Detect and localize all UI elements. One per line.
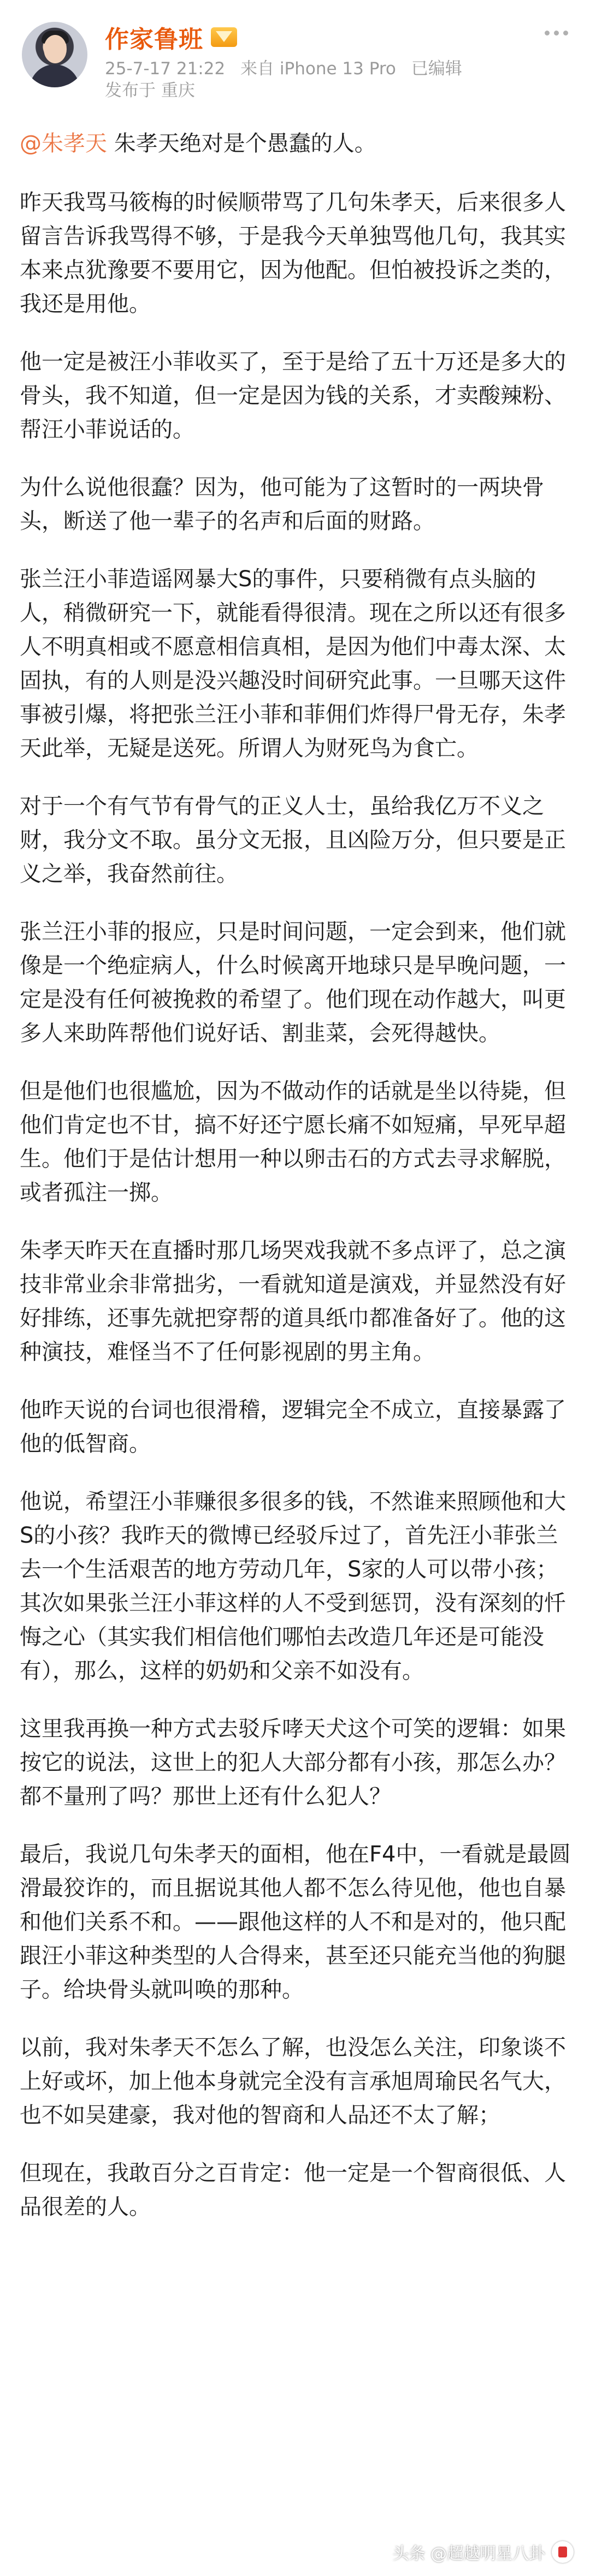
paragraph: 朱孝天昨天在直播时那几场哭戏我就不多点评了，总之演技非常业余非常拙劣，一看就知道是演戏，并显然没有好好排练，还事先就把穿帮的道具纸巾都准备好了。他的这种演技，难怪当不了任何影视剧的男主角。 (20, 1238, 566, 1365)
mention-link[interactable]: @朱孝天 (20, 131, 107, 156)
post-date: 25-7-17 21:22 (105, 59, 226, 79)
author-name[interactable]: 作家鲁班 (105, 26, 203, 53)
post-source: 来自 iPhone 13 Pro (240, 59, 396, 79)
paragraph: 以前，我对朱孝天不怎么了解，也没怎么关注，印象谈不上好或坏，加上他本身就完全没有言承旭周瑜民名气大，也不如吴建豪，我对他的智商和人品还不太了解； (20, 2035, 566, 2128)
crown-badge-icon[interactable] (211, 27, 237, 47)
post-edited[interactable]: 已编辑 (411, 59, 462, 79)
paragraph: 张兰汪小菲的报应，只是时间问题，一定会到来，他们就像是一个绝症病人，什么时候离开地球只是早晚问题，一定是没有任何被挽救的希望了。他们现在动作越大，叫更多人来助阵帮他们说好话、割韭菜，会死得越快。 (20, 919, 566, 1046)
author-avatar[interactable] (22, 22, 87, 87)
avatar-shoulders (30, 64, 80, 87)
avatar-face (44, 35, 67, 63)
paragraph: 这里我再换一种方式去驳斥哮天犬这个可笑的逻辑：如果按它的说法，这世上的犯人大部分都有小孩，那怎么办？都不量刑了吗？那世上还有什么犯人？ (20, 1716, 566, 1809)
first-line-text: 朱孝天绝对是个愚蠢的人。 (107, 131, 376, 156)
post-body (20, 127, 571, 2248)
paragraph: 但是他们也很尴尬，因为不做动作的话就是坐以待毙，但他们肯定也不甘，搞不好还宁愿长痛不如短痛，早死早超生。他们于是估计想用一种以卵击石的方式去寻求解脱，或者孤注一掷。 (20, 1079, 566, 1205)
paragraph: 对于一个有气节有骨气的正义人士，虽给我亿万不义之财，我分文不取。虽分文无报，且凶险万分，但只要是正义之举，我奋然前往。 (20, 794, 566, 887)
paragraph: 他昨天说的台词也很滑稽，逻辑完全不成立，直接暴露了他的低智商。 (20, 1397, 566, 1456)
paragraph: 但现在，我敢百分之百肯定：他一定是一个智商很低、人品很差的人。 (20, 2161, 566, 2220)
toutiao-logo-icon (552, 2541, 574, 2563)
post-header (0, 0, 590, 109)
paragraph: 昨天我骂马筱梅的时候顺带骂了几句朱孝天，后来很多人留言告诉我骂得不够，于是我今天单独骂他几句，我其实本来点犹豫要不要用它，因为他配。但怕被投诉之类的，我还是用他。 (20, 190, 566, 317)
paragraph: 张兰汪小菲造谣网暴大S的事件，只要稍微有点头脑的人，稍微研究一下，就能看得很清。现在之所以还有很多人不明真相或不愿意相信真相，是因为他们中毒太深、太固执，有的人则是没兴趣没时间研究此事。一旦哪天这件事被引爆，将把张兰汪小菲和菲佣们炸得尸骨无存，朱孝天此举，无疑是送死。所谓人为财死鸟为食亡。 (20, 567, 566, 761)
post-first-line (20, 127, 571, 160)
paragraph: 他说，希望汪小菲赚很多很多的钱，不然谁来照顾他和大S的小孩？我昨天的微博已经驳斥过了，首先汪小菲张兰去一个生活艰苦的地方劳动几年，S家的人可以带小孩；其次如果张兰汪小菲这样的人不受到惩罚，没有深刻的忏悔之心（其实我们相信他们哪怕去改造几年还是可能没有），那么，这样的奶奶和父亲不如没有。 (20, 1489, 566, 1683)
watermark-text: 头条 @超越明星八卦 (392, 2544, 545, 2563)
post-location (105, 76, 205, 101)
post-location-text: 发布于 重庆 (105, 81, 195, 100)
post-meta (105, 55, 472, 79)
paragraph: 最后，我说几句朱孝天的面相，他在F4中，一看就是最圆滑最狡诈的，而且据说其他人都不怎么待见他，他也自暴和他们关系不和。——跟他这样的人不和是对的，他只配跟汪小菲这种类型的人合得来，甚至还只能充当他的狗腿子。给块骨头就叫唤的那种。 (20, 1842, 571, 2002)
author-row (105, 20, 237, 55)
more-dots-icon[interactable] (545, 31, 568, 35)
watermark (392, 2540, 574, 2564)
paragraph: 他一定是被汪小菲收买了，至于是给了五十万还是多大的骨头，我不知道，但一定是因为钱的关系，才卖酸辣粉、帮汪小菲说话的。 (20, 349, 566, 442)
paragraph: 为什么说他很蠢？因为，他可能为了这暂时的一两块骨头，断送了他一辈子的名声和后面的财路。 (20, 475, 544, 534)
